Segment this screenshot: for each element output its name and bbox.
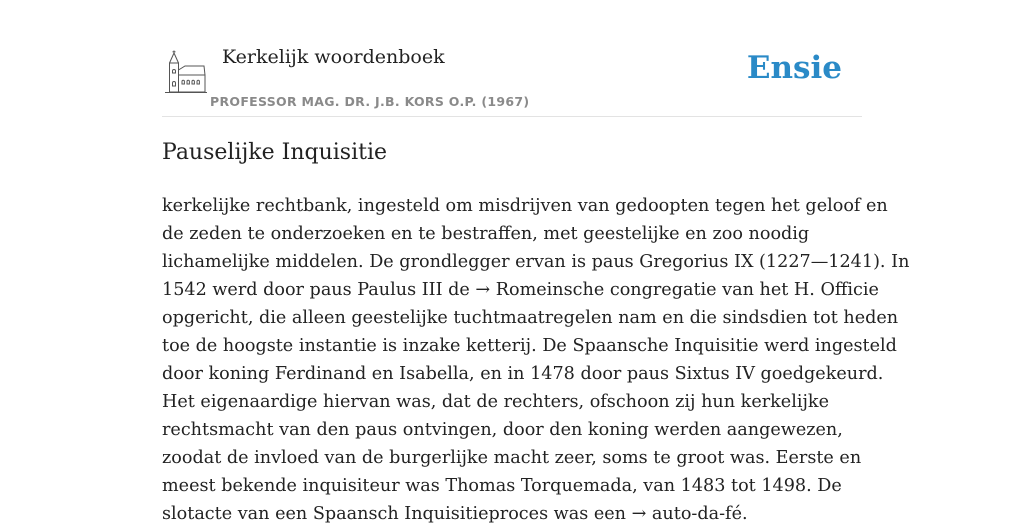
entry-body-line: meest bekende inquisiteur was Thomas Torquemada, van 1483 tot 1498. De <box>162 476 842 496</box>
author-line: PROFESSOR MAG. DR. J.B. KORS O.P. (1967) <box>210 94 530 109</box>
entry-body-line: kerkelijke rechtbank, ingesteld om misdrijven van gedoopten tegen het geloof en <box>162 196 888 216</box>
entry-body-line: de zeden te onderzoeken en te bestraffen, met geestelijke en zoo noodig <box>162 224 810 244</box>
entry-body-line: opgericht, die alleen geestelijke tuchtmaatregelen nam en die sindsdien tot heden <box>162 308 899 328</box>
entry-body-line: 1542 werd door paus Paulus III de → Romeinsche congregatie van het H. Officie <box>162 280 879 300</box>
entry-body-line: door koning Ferdinand en Isabella, en in 1478 door paus Sixtus IV goedgekeurd. <box>162 364 884 384</box>
brand-logo[interactable]: Ensie <box>746 50 842 86</box>
church-icon <box>165 50 207 94</box>
book-title[interactable]: Kerkelijk woordenboek <box>222 46 445 68</box>
entry-body <box>162 192 910 528</box>
entry-body-line: slotacte van een Spaansch Inquisitieproces was een → auto-da-fé. <box>162 504 748 524</box>
entry-body-line: toe de hoogste instantie is inzake ketterij. De Spaansche Inquisitie werd ingesteld <box>162 336 897 356</box>
entry-body-line: zoodat de invloed van de burgerlijke macht zeer, soms te groot was. Eerste en <box>162 448 862 468</box>
entry-body-line: rechtsmacht van den paus ontvingen, door den koning werden aangewezen, <box>162 420 843 440</box>
entry-title: Pauselijke Inquisitie <box>162 140 388 165</box>
header <box>162 40 862 117</box>
entry-body-line: lichamelijke middelen. De grondlegger ervan is paus Gregorius IX (1227—1241). In <box>162 252 910 272</box>
entry-body-line: Het eigenaardige hiervan was, dat de rechters, ofschoon zij hun kerkelijke <box>162 392 829 412</box>
